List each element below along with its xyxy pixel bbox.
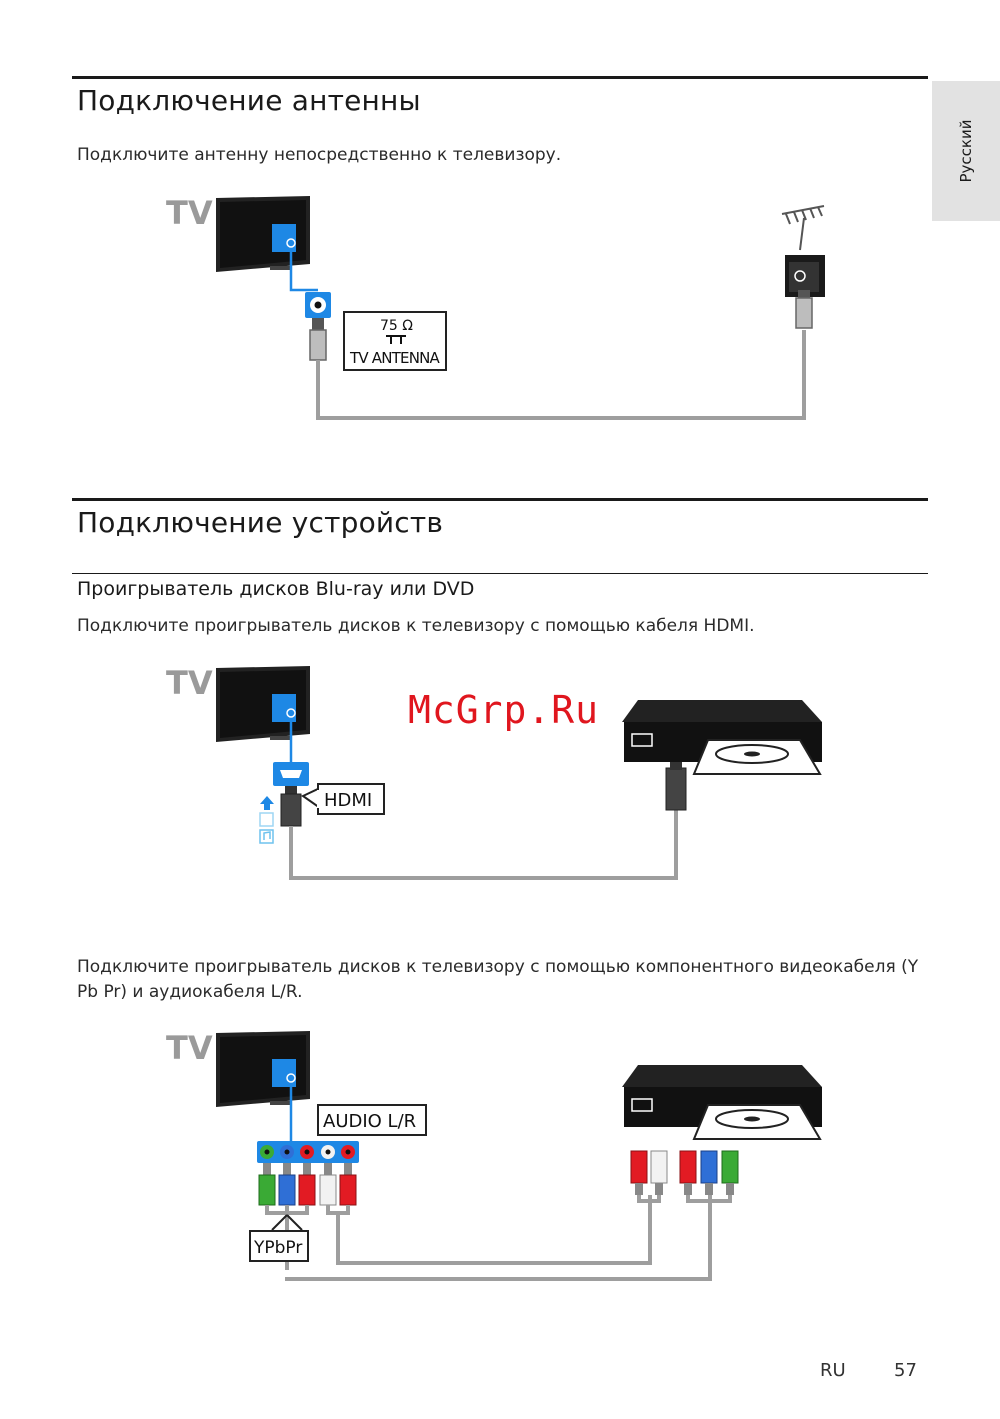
hdmi-label-box [303, 784, 384, 814]
antenna-icon [782, 206, 825, 297]
tv-icon [216, 666, 310, 742]
footer-language: RU [820, 1360, 846, 1381]
section-title-antenna: Подключение антенны [77, 84, 421, 117]
ypbpr-label-box [250, 1231, 308, 1261]
component-ports-panel [257, 1141, 359, 1163]
port-ohm-label: 75 Ω [380, 318, 413, 334]
subsection-rule [72, 573, 928, 574]
audio-label: AUDIO L/R [323, 1111, 417, 1132]
watermark: McGrp.Ru [408, 688, 600, 732]
coax-plug-tv [310, 318, 326, 360]
page-number: 57 [894, 1360, 917, 1381]
port-label-box [343, 312, 446, 370]
rca-plugs-player [631, 1151, 738, 1201]
component-instruction-line2: Pb Pr) и аудиокабеля L/R. [77, 982, 303, 1002]
antenna-port [305, 292, 331, 318]
antenna-instruction: Подключите антенну непосредственно к телевизору. [77, 145, 562, 165]
section-title-devices: Подключение устройств [77, 506, 444, 539]
hdmi-label: HDMI [324, 790, 373, 811]
language-tab-label: Русский [957, 119, 975, 183]
section-rule [72, 76, 928, 79]
tv-label: TV [166, 1029, 213, 1067]
subsection-title-player: Проигрыватель дисков Blu-ray или DVD [77, 578, 475, 600]
hdmi-plug-player [666, 762, 686, 810]
rca-plugs-tv [259, 1163, 356, 1205]
component-diagram [160, 1025, 860, 1305]
language-tab [932, 81, 1000, 221]
audio-label-box [318, 1105, 426, 1135]
section-rule [72, 498, 928, 501]
tv-label: TV [166, 194, 213, 232]
hdmi-plug-tv [281, 786, 301, 826]
antenna-diagram [160, 190, 860, 430]
component-cables [267, 1195, 710, 1279]
hdmi-instruction: Подключите проигрыватель дисков к телевизору с помощью кабеля HDMI. [77, 616, 755, 636]
port-name-label: TV ANTENNA [350, 349, 440, 367]
hdmi-cable [291, 810, 676, 878]
component-instruction-line1: Подключите проигрыватель дисков к телевизору с помощью компонентного видеокабеля (Y [77, 957, 919, 977]
hdmi-features-icons [260, 796, 274, 843]
disc-player-icon [622, 700, 822, 774]
tv-icon [216, 1031, 310, 1107]
coax-plug-antenna [796, 290, 812, 328]
ypbpr-label: YPbPr [254, 1238, 303, 1258]
tv-label: TV [166, 664, 213, 702]
tv-icon [216, 196, 310, 272]
hdmi-port [273, 762, 309, 786]
disc-player-icon [622, 1065, 822, 1139]
